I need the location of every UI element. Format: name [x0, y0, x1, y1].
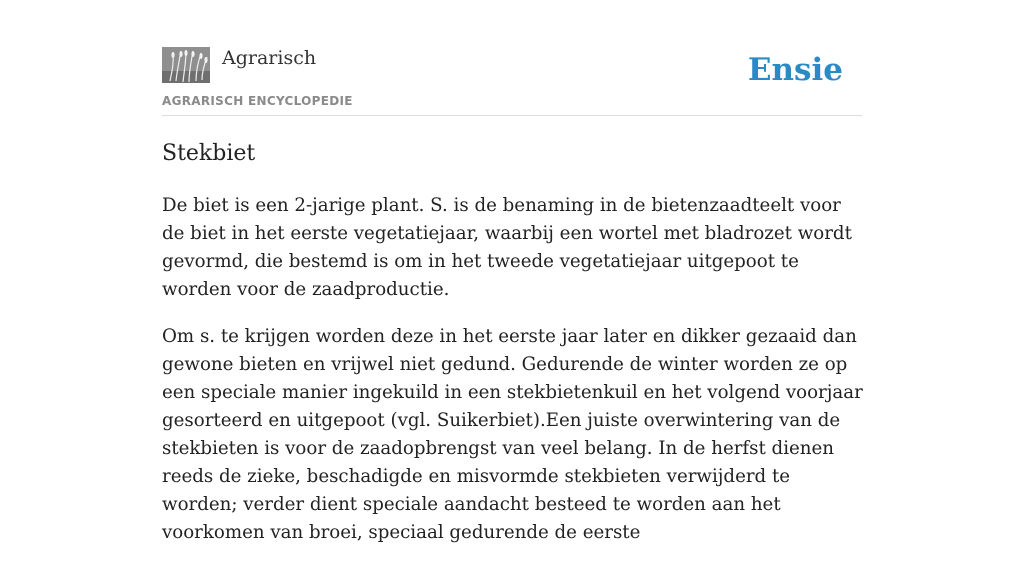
wheat-icon[interactable]	[162, 47, 210, 83]
article-paragraph: Om s. te krijgen worden deze in het eerste jaar later en dikker gezaaid dan gewone bieten en vrijwel niet gedund. Gedurende de winter worden ze op een speciale manier ingekuild in een stekbietenkuil en het volgend voorjaar gesorteerd en uitgepoot (vgl. Suikerbiet).Een juiste overwintering van de stekbieten is voor de zaadopbrengst van veel belang. In de herfst dienen reeds de zieke, beschadigde en misvormde stekbieten verwijderd te worden; verder dient speciale aandacht besteed te worden aan het voorkomen van broei, speciaal gedurende de eerste	[162, 326, 863, 543]
source-name[interactable]: Agrarisch	[222, 47, 317, 69]
ensie-logo[interactable]: Ensie	[747, 52, 843, 88]
article-body	[162, 192, 864, 566]
page-title: Stekbiet	[162, 141, 256, 166]
article-paragraph: De biet is een 2-jarige plant. S. is de benaming in de bietenzaadteelt voor de biet in het eerste vegetatiejaar, waarbij een wortel met bladrozet wordt gevormd, die bestemd is om in het tweede vegetatiejaar uitgepoot te worden voor de zaadproductie.	[162, 195, 852, 300]
site-header	[162, 44, 862, 116]
source-subtitle[interactable]: AGRARISCH ENCYCLOPEDIE	[162, 94, 353, 108]
